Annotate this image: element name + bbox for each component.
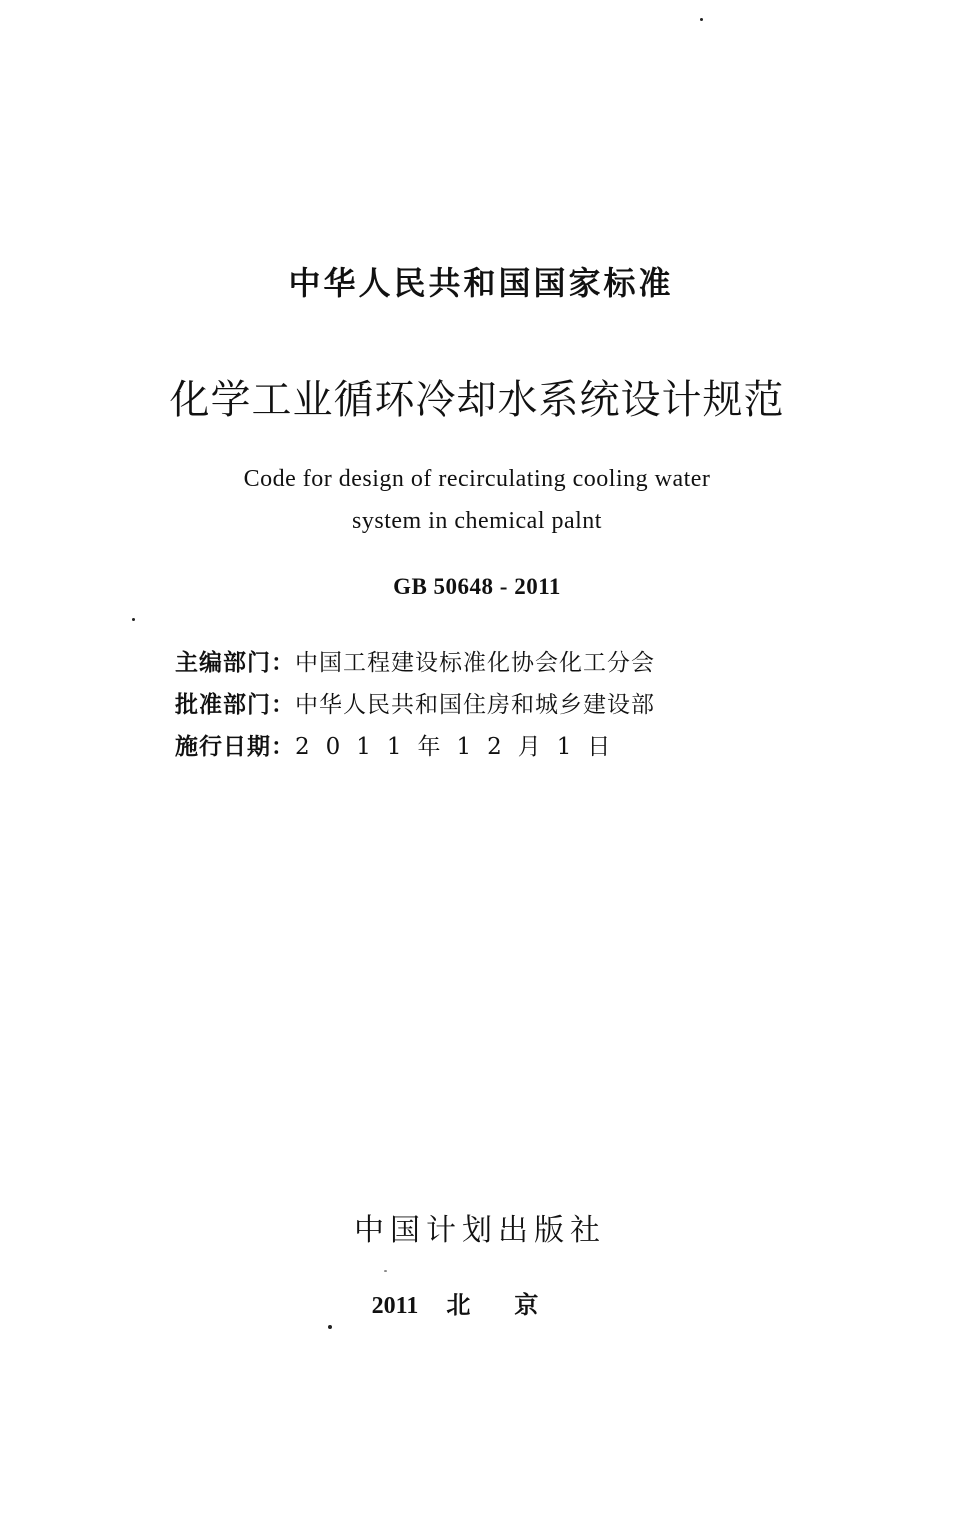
approval-row bbox=[175, 684, 735, 726]
publication-year: 2011 bbox=[371, 1293, 419, 1319]
document-title-english bbox=[0, 458, 954, 542]
english-title-line-2: system in chemical palnt bbox=[352, 508, 602, 534]
chief-editor-value: 中国工程建设标准化协会化工分会 bbox=[295, 650, 655, 676]
chief-editor-label: 主编部门： bbox=[175, 650, 295, 676]
document-title-chinese: 化学工业循环冷却水系统设计规范 bbox=[169, 377, 785, 423]
standard-code: GB 50648 - 2011 bbox=[393, 574, 561, 599]
chief-editor-row bbox=[175, 642, 735, 684]
english-title-line-1: Code for design of recirculating cooling water bbox=[243, 466, 711, 492]
publisher-name: 中国计划出版社 bbox=[354, 1213, 606, 1248]
effective-date-label: 施行日期： bbox=[175, 734, 295, 760]
publication-city: 北京 bbox=[446, 1291, 583, 1319]
scan-speck bbox=[384, 1270, 387, 1272]
scan-speck bbox=[328, 1325, 332, 1329]
effective-date-row bbox=[175, 726, 735, 768]
issuing-info bbox=[175, 642, 735, 768]
scan-speck bbox=[132, 618, 135, 621]
approval-label: 批准部门： bbox=[175, 692, 295, 718]
approval-value: 中华人民共和国住房和城乡建设部 bbox=[295, 692, 655, 718]
publication-year-city bbox=[0, 1285, 954, 1320]
scan-speck bbox=[700, 18, 703, 21]
effective-date-value: 2011年12月1日 bbox=[295, 734, 627, 760]
national-standard-heading: 中华人民共和国国家标准 bbox=[288, 264, 674, 302]
